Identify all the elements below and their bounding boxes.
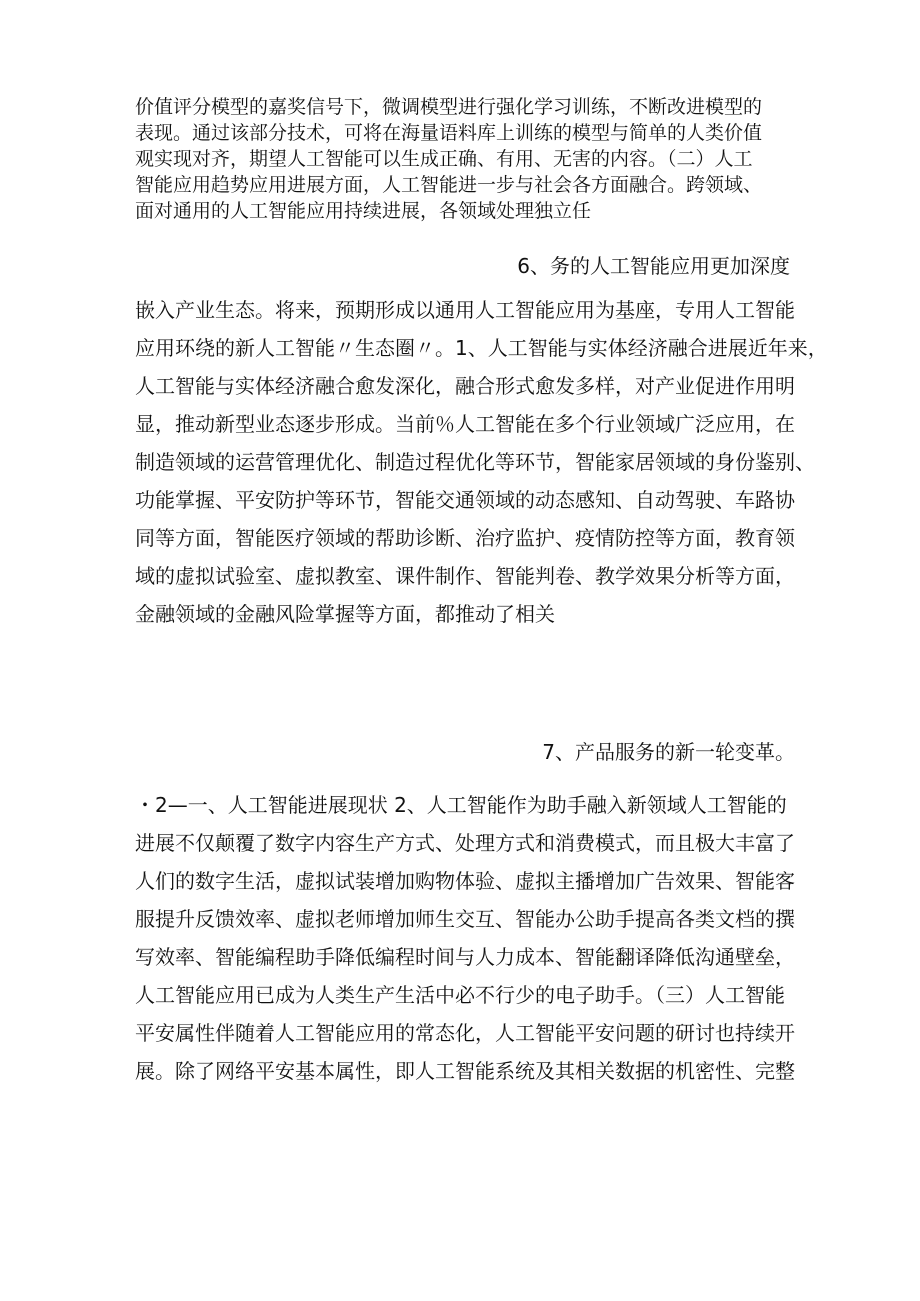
text-line: 域的虚拟试验室、虚拟教室、课件制作、智能判卷、教学效果分析等方面， [135, 564, 795, 588]
heading-7-text: 7、产品服务的新一轮变革。 [542, 740, 795, 764]
text-line: 平安属性伴随着人工智能应用的常态化，人工智能平安问题的研讨也持续开 [135, 1021, 795, 1045]
paragraph-1 [135, 94, 795, 224]
text-line: 智能应用趋势应用进展方面，人工智能进一步与社会各方面融合。跨领域、 [135, 174, 763, 196]
text-line: 嵌入产业生态。将来，预期形成以通用人工智能应用为基座，专用人工智能 [135, 298, 795, 322]
text-line: 写效率、智能编程助手降低编程时间与人力成本、智能翻译降低沟通壁垒， [135, 945, 795, 969]
text-line: 金融领域的金融风险掌握等方面，都推动了相关 [135, 602, 555, 626]
text-line: 价值评分模型的嘉奖信号下，微调模型进行强化学习训练，不断改进模型的 [135, 96, 763, 118]
heading-6-text: 6、务的人工智能应用更加深度 [517, 254, 790, 278]
text-line: 制造领域的运营管理优化、制造过程优化等环节，智能家居领域的身份鉴别、 [135, 450, 815, 474]
paragraph-2 [135, 291, 828, 633]
paragraph-3 [135, 786, 795, 1090]
text-line: 服提升反馈效率、虚拟老师增加师生交互、智能办公助手提高各类文档的撰 [135, 907, 795, 931]
heading-6 [517, 247, 790, 285]
text-line: ・2—一、人工智能进展现状 2、人工智能作为助手融入新领域人工智能的 [135, 793, 787, 817]
text-line: 表现。通过该部分技术，可将在海量语料库上训练的模型与简单的人类价值 [135, 122, 763, 144]
text-line: 人工智能与实体经济融合愈发深化，融合形式愈发多样，对产业促进作用明 [135, 374, 795, 398]
text-line: 功能掌握、平安防护等环节，智能交通领域的动态感知、自动驾驶、车路协 [135, 488, 795, 512]
text-line: 展。除了网络平安基本属性，即人工智能系统及其相关数据的机密性、完整 [135, 1059, 795, 1083]
heading-7 [542, 733, 795, 771]
text-line: 观实现对齐，期望人工智能可以生成正确、有用、无害的内容。（二）人工 [135, 148, 753, 170]
text-line: 人工智能应用已成为人类生产生活中必不行少的电子助手。（三）人工智能 [135, 983, 785, 1007]
text-line: 人们的数字生活，虚拟试装增加购物体验、虚拟主播增加广告效果、智能客 [135, 869, 795, 893]
text-line: 显，推动新型业态逐步形成。当前％人工智能在多个行业领域广泛应用，在 [135, 412, 795, 436]
text-line: 同等方面，智能医疗领域的帮助诊断、治疗监护、疫情防控等方面，教育领 [135, 526, 795, 550]
text-line: 应用环绕的新人工智能〃生态圈〃。1、人工智能与实体经济融合进展近年来， [135, 336, 828, 360]
text-line: 进展不仅颠覆了数字内容生产方式、处理方式和消费模式，而且极大丰富了 [135, 831, 795, 855]
text-line: 面对通用的人工智能应用持续进展，各领域处理独立任 [135, 200, 592, 222]
